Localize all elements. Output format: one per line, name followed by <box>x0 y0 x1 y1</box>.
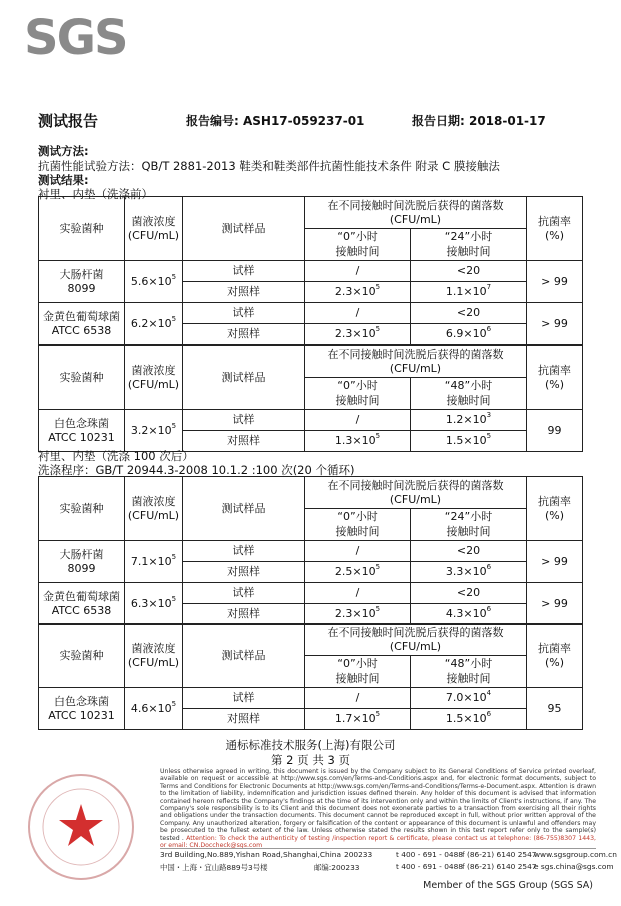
table-row <box>39 541 583 562</box>
header-sample: 测试样品 <box>183 477 305 541</box>
conc-cell: $6.3\times 10^5$ <box>125 583 183 625</box>
sample-control: 对照样 <box>183 324 305 345</box>
test-t1: <20 <box>411 541 527 562</box>
report-title: 测试报告 <box>38 112 99 130</box>
test-t1: <20 <box>411 583 527 604</box>
company-name: 通标标准技术服务(上海)有限公司 <box>225 738 396 752</box>
results-table-1 <box>38 196 583 345</box>
header-strain: 实验菌种 <box>39 477 125 541</box>
report-date: 报告日期: 2018-01-17 <box>412 114 546 128</box>
page-number: 第 2 页 共 3 页 <box>271 753 350 767</box>
conc-cell: $5.6\times 10^5$ <box>125 261 183 303</box>
report-header <box>38 112 581 130</box>
header-conc: 菌液浓度 (CFU/mL) <box>125 197 183 261</box>
header-t1: “24”小时 <box>411 509 527 525</box>
address-en: 3rd Building,No.889,Yishan Road,Shanghai,China 200233 t 400 - 691 - 0488 f (86-21) 6140 2547 www.sgsgroup.com.cn <box>160 850 617 859</box>
results-table-3 <box>38 476 583 625</box>
table-row <box>39 583 583 604</box>
header-contact-time: 接触时间 <box>411 525 527 541</box>
header-sample: 测试样品 <box>183 624 305 688</box>
rate-cell: > 99 <box>527 303 583 345</box>
header-contact-time: 接触时间 <box>305 245 411 261</box>
sample-test: 试样 <box>183 583 305 604</box>
results-table-4 <box>38 623 583 730</box>
header-strain: 实验菌种 <box>39 197 125 261</box>
header-contact-time: 接触时间 <box>305 394 411 410</box>
header-contact-time: 接触时间 <box>305 525 411 541</box>
ctrl-t0: $2.3\times 10^5$ <box>305 282 411 303</box>
test-t0: / <box>305 688 411 709</box>
sample-test: 试样 <box>183 303 305 324</box>
divider <box>160 848 596 849</box>
header-t0: “0”小时 <box>305 509 411 525</box>
header-strain: 实验菌种 <box>39 346 125 410</box>
header-t0: “0”小时 <box>305 656 411 672</box>
header-colonies: 在不同接触时间洗脱后获得的菌落数 (CFU/mL) <box>305 197 527 229</box>
test-t0: / <box>305 410 411 431</box>
rate-cell: 99 <box>527 410 583 452</box>
rate-cell: > 99 <box>527 583 583 625</box>
strain-cell: 金黄色葡萄球菌 ATCC 6538 <box>39 583 125 625</box>
header-t1: “48”小时 <box>411 378 527 394</box>
header-rate: 抗菌率 (%) <box>527 624 583 688</box>
strain-cell: 大肠杆菌 8099 <box>39 261 125 303</box>
header-contact-time: 接触时间 <box>305 672 411 688</box>
header-t0: “0”小时 <box>305 229 411 245</box>
test-t0: / <box>305 261 411 282</box>
legal-disclaimer: Unless otherwise agreed in writing, this document is issued by the Company subject to its General Conditions of Service printed overleaf, available on request or accessible at http://www.sgs.com/en/Terms-and-Conditions.aspx and, for electronic format documents, subject to Terms and Conditions for Electronic Documents at http://www.sgs.com/en/Terms-and-Conditions/Terms-e-Document.aspx. Attention is drawn to the limitation of liability, indemnification and jurisdiction issues defined therein. Any holder of this document is advised that information contained hereon reflects the Company's findings at the time of its intervention only and within the limits of Client's instructions, if any. The Company's sole responsibility is to its Client and this document does not exonerate parties to a transaction from exercising all their rights and obligations under the transaction documents. This document cannot be reproduced except in full, without prior written approval of the Company. Any unauthorized alteration, forgery or falsification of the content or appearance of this document is unlawful and offenders may be prosecuted to the fullest extent of the law. Unless otherwise stated the results shown in this test report refer only to the sample(s) tested . Attention: To check the authenticity of testing /inspection report & certificate, please contact us at telephone: (86-755)8307 1443, or email: CN.Doccheck@sgs.com <box>160 768 596 850</box>
ctrl-t0: $1.3\times 10^5$ <box>305 431 411 452</box>
test-t1: <20 <box>411 303 527 324</box>
ctrl-t0: $2.3\times 10^5$ <box>305 604 411 625</box>
sample-control: 对照样 <box>183 562 305 583</box>
ctrl-t1: $4.3\times 10^6$ <box>411 604 527 625</box>
method-label: 测试方法: <box>38 144 89 158</box>
sample-test: 试样 <box>183 688 305 709</box>
sgs-logo <box>22 8 132 62</box>
wash-procedure: 洗涤程序：GB/T 20944.3-2008 10.1.2 :100 次(20 个循环) <box>38 463 355 477</box>
test-t0: / <box>305 583 411 604</box>
strain-cell: 白色念珠菌 ATCC 10231 <box>39 688 125 730</box>
sample-test: 试样 <box>183 410 305 431</box>
address-cn: 中国・上海・宜山路889号3号楼 邮编:200233 t 400 - 691 - 0488 f (86-21) 6140 2547 e sgs.china@sgs.com <box>160 862 614 872</box>
rate-cell: > 99 <box>527 261 583 303</box>
header-colonies: 在不同接触时间洗脱后获得的菌落数 (CFU/mL) <box>305 624 527 656</box>
ctrl-t1: $6.9\times 10^6$ <box>411 324 527 345</box>
strain-cell: 白色念珠菌 ATCC 10231 <box>39 410 125 452</box>
header-sample: 测试样品 <box>183 346 305 410</box>
header-t1: “24”小时 <box>411 229 527 245</box>
sample-test: 试样 <box>183 541 305 562</box>
sample-control: 对照样 <box>183 282 305 303</box>
member-of-sgs: Member of the SGS Group (SGS SA) <box>423 880 593 891</box>
header-sample: 测试样品 <box>183 197 305 261</box>
ctrl-t0: $2.3\times 10^5$ <box>305 324 411 345</box>
conc-cell: $7.1\times 10^5$ <box>125 541 183 583</box>
sample-test: 试样 <box>183 261 305 282</box>
svg-text:SGS: SGS <box>24 10 127 62</box>
header-colonies: 在不同接触时间洗脱后获得的菌落数 (CFU/mL) <box>305 477 527 509</box>
table-row <box>39 261 583 282</box>
header-colonies: 在不同接触时间洗脱后获得的菌落数 (CFU/mL) <box>305 346 527 378</box>
results-label: 测试结果: <box>38 173 89 187</box>
strain-cell: 金黄色葡萄球菌 ATCC 6538 <box>39 303 125 345</box>
header-contact-time: 接触时间 <box>411 245 527 261</box>
table-row <box>39 410 583 431</box>
strain-cell: 大肠杆菌 8099 <box>39 541 125 583</box>
header-conc: 菌液浓度 (CFU/mL) <box>125 624 183 688</box>
report-number: 报告编号: ASH17-059237-01 <box>186 114 365 128</box>
test-t1: $7.0\times 10^4$ <box>411 688 527 709</box>
ctrl-t1: $1.5\times 10^6$ <box>411 709 527 730</box>
test-t0: / <box>305 303 411 324</box>
sample-control: 对照样 <box>183 431 305 452</box>
ctrl-t1: $1.5\times 10^5$ <box>411 431 527 452</box>
authenticity-note: Attention: To check the authenticity of testing /inspection report & certificate, please contact us at telephone: (86-755)8307 1443, or email: CN.Doccheck@sgs.com <box>160 834 596 850</box>
ctrl-t0: $1.7\times 10^5$ <box>305 709 411 730</box>
inspection-stamp <box>22 768 140 886</box>
header-conc: 菌液浓度 (CFU/mL) <box>125 477 183 541</box>
header-conc: 菌液浓度 (CFU/mL) <box>125 346 183 410</box>
sample-control: 对照样 <box>183 604 305 625</box>
table-row <box>39 688 583 709</box>
header-contact-time: 接触时间 <box>411 394 527 410</box>
ctrl-t1: $1.1\times 10^7$ <box>411 282 527 303</box>
rate-cell: 95 <box>527 688 583 730</box>
ctrl-t0: $2.5\times 10^5$ <box>305 562 411 583</box>
header-t1: “48”小时 <box>411 656 527 672</box>
test-t1: $1.2\times 10^3$ <box>411 410 527 431</box>
header-rate: 抗菌率 (%) <box>527 477 583 541</box>
conc-cell: $4.6\times 10^5$ <box>125 688 183 730</box>
ctrl-t1: $3.3\times 10^6$ <box>411 562 527 583</box>
header-contact-time: 接触时间 <box>411 672 527 688</box>
header-rate: 抗菌率 (%) <box>527 346 583 410</box>
method-text: 抗菌性能试验方法：QB/T 2881-2013 鞋类和鞋类部件抗菌性能技术条件 附录 C 膜接触法 <box>38 159 500 173</box>
sample-control: 对照样 <box>183 709 305 730</box>
results-table-2 <box>38 345 583 452</box>
before-wash-caption: 衬里、内垫（洗涤前） <box>38 187 153 201</box>
header-strain: 实验菌种 <box>39 624 125 688</box>
table-row <box>39 303 583 324</box>
test-t1: <20 <box>411 261 527 282</box>
header-t0: “0”小时 <box>305 378 411 394</box>
header-rate: 抗菌率 (%) <box>527 197 583 261</box>
conc-cell: $3.2\times 10^5$ <box>125 410 183 452</box>
after-wash-caption: 衬里、内垫（洗涤 100 次后） <box>38 449 194 463</box>
test-t0: / <box>305 541 411 562</box>
conc-cell: $6.2\times 10^5$ <box>125 303 183 345</box>
rate-cell: > 99 <box>527 541 583 583</box>
